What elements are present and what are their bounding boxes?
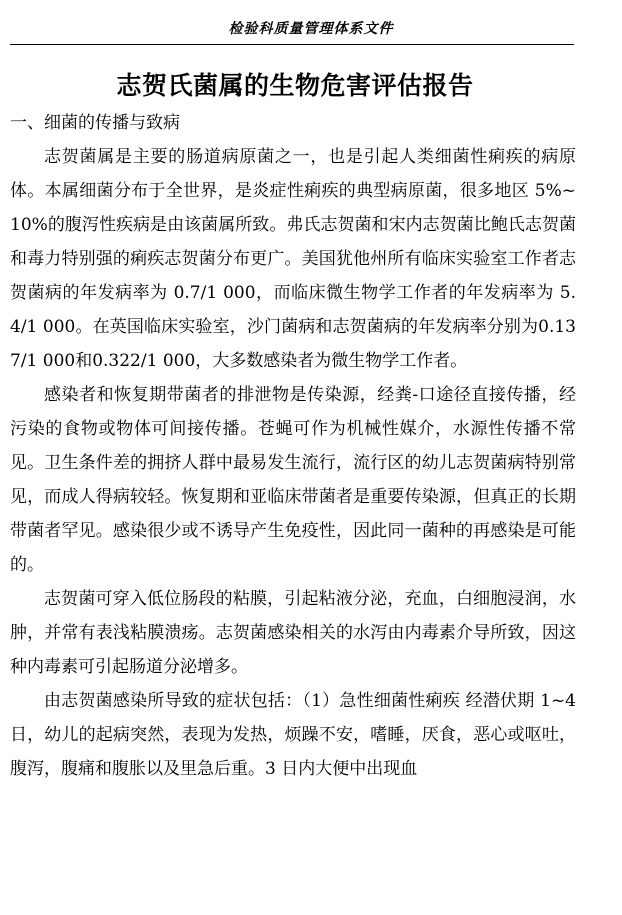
header-divider (10, 44, 574, 45)
paragraph-pathogenesis: 志贺菌可穿入低位肠段的粘膜，引起粘液分泌，充血，白细胞浸润，水肿，并常有表浅粘膜溃疡。志贺菌感染相关的水泻由内毒素介导所致，因这种内毒素可引起肠道分泌增多。 (10, 589, 576, 677)
document-title: 志贺氏菌属的生物危害评估报告 (116, 70, 474, 100)
document-body (10, 106, 576, 786)
paragraph-transmission: 感染者和恢复期带菌者的排泄物是传染源，经粪-口途径直接传播，经污染的食物或物体可间接传播。苍蝇可作为机械性媒介，水源性传播不常见。卫生条件差的拥挤人群中最易发生流行，流行区的幼儿志贺菌病特别常见，而成人得病较轻。恢复期和亚临床带菌者是重要传染源，但真正的长期带菌者罕见。感染很少或不诱导产生免疫性，因此同一菌种的再感染是可能的。 (10, 385, 576, 575)
running-header: 检验科质量管理体系文件 (228, 21, 394, 37)
paragraph-symptoms: 由志贺菌感染所导致的症状包括：（1）急性细菌性痢疾 经潜伏期 1~4 日，幼儿的起病突然，表现为发热，烦躁不安，嗜睡，厌食，恶心或呕吐，腹泻，腹痛和腹胀以及里急后重。3 日内大便中出现血 (10, 691, 576, 779)
paragraph-epidemiology: 志贺菌属是主要的肠道病原菌之一，也是引起人类细菌性痢疾的病原体。本属细菌分布于全世界，是炎症性痢疾的典型病原菌，很多地区 5%~10%的腹泻性疾病是由该菌属所致。弗氏志贺菌和宋内志贺菌比鲍氏志贺菌和毒力特别强的痢疾志贺菌分布更广。美国犹他州所有临床实验室工作者志贺菌病的年发病率为 0.7/1 000，而临床微生物学工作者的年发病率为 5.4/1 000。在英国临床实验室，沙门菌病和志贺菌病的年发病率分别为0.137/1 000和0.322/1 000，大多数感染者为微生物学工作者。 (10, 147, 576, 371)
section-heading: 一、细菌的传播与致病 (10, 113, 180, 133)
